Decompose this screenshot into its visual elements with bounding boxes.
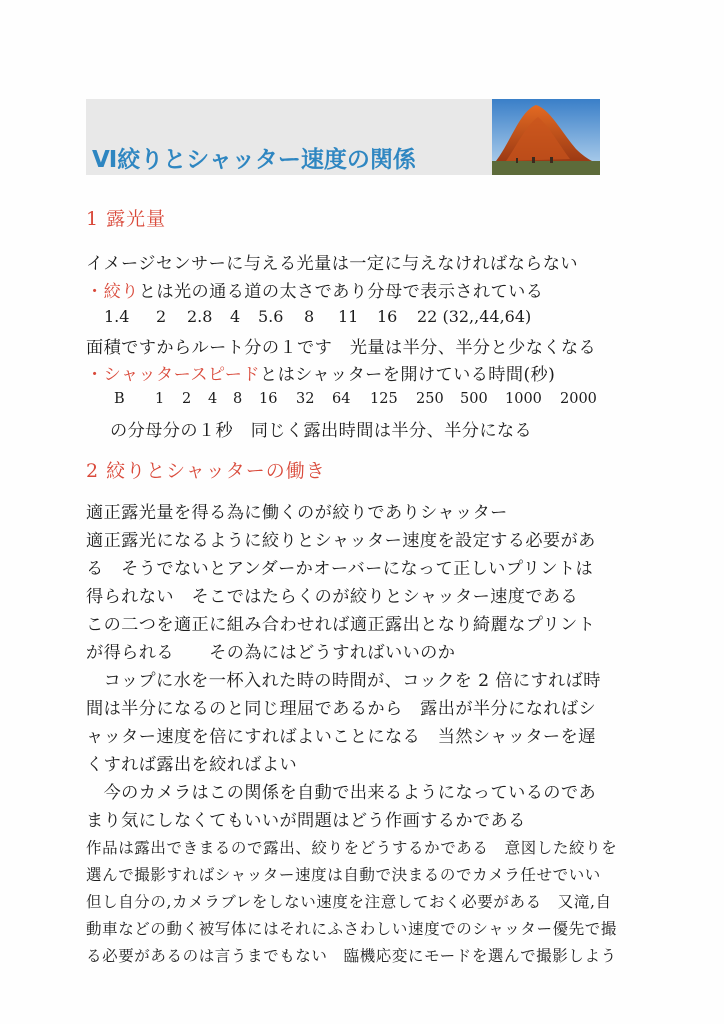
body-line: 今のカメラはこの関係を自動で出来るようになっているのであ	[86, 783, 597, 803]
body-line: まり気にしなくてもいいが問題はどう作画するかである	[86, 811, 526, 831]
body-small-line: 但し自分の,カメラブレをしない速度を注意しておく必要がある 又滝,自	[86, 893, 612, 911]
shutter-value: 32	[296, 391, 315, 407]
aperture-value: 2.8	[187, 307, 213, 326]
tree-photo-icon	[492, 99, 600, 175]
body-line: 適正露光になるように絞りとシャッター速度を設定する必要があ	[86, 531, 596, 551]
shutter-value: 1	[155, 391, 165, 407]
shutter-value: 8	[233, 391, 243, 407]
shutter-value: B	[114, 391, 125, 407]
body-line: 間は半分になるのと同じ理屈であるから 露出が半分になればシ	[86, 699, 597, 719]
section1-heading: 1 露光量	[86, 208, 167, 230]
area-line: 面積ですからルート分の１です 光量は半分、半分と少なくなる	[86, 338, 597, 358]
aperture-value: 22 (32,,44,64)	[417, 307, 532, 326]
shutter-value: 500	[460, 391, 488, 407]
shutter-value: 16	[259, 391, 278, 407]
body-line: 得られない そこではたらくのが絞りとシャッター速度である	[86, 587, 579, 607]
shutter-description: とはシャッターを開けている時間(秒)	[259, 365, 556, 385]
aperture-value: 5.6	[258, 307, 284, 326]
shutter-bullet	[86, 360, 555, 385]
body-line: ャッター速度を倍にすればよいことになる 当然シャッターを遅	[86, 727, 596, 747]
body-small-line: 作品は露出できまるので露出、絞りをどうするかである 意図した絞りを	[86, 839, 618, 857]
shutter-value: 250	[416, 391, 444, 407]
aperture-value: 8	[304, 307, 315, 326]
body-line: くすれば露出を絞ればよい	[86, 755, 298, 775]
aperture-value: 16	[377, 307, 398, 326]
aperture-bullet	[86, 277, 543, 302]
fraction-line: の分母分の１秒 同じく露出時間は半分、半分になる	[110, 421, 533, 441]
shutter-value: 2	[182, 391, 192, 407]
title-banner	[86, 99, 600, 175]
body-line: 適正露光量を得る為に働くのが絞りでありシャッター	[86, 503, 508, 523]
body-line: この二つを適正に組み合わせれば適正露出となり綺麗なプリント	[86, 615, 596, 635]
shutter-value: 64	[332, 391, 351, 407]
aperture-value: 2	[156, 307, 167, 326]
body-line: コップに水を一杯入れた時の時間が、コックを 2 倍にすれば時	[86, 671, 601, 691]
body-line: が得られる その為にはどうすればいいのか	[86, 643, 456, 663]
aperture-term: ・絞り	[86, 282, 139, 302]
body-small-line: 動車などの動く被写体にはそれにふさわしい速度でのシャッター優先で撮	[86, 920, 617, 938]
aperture-value: 4	[230, 307, 241, 326]
aperture-value: 1.4	[104, 307, 130, 326]
shutter-term: ・シャッタースピード	[86, 365, 260, 385]
page-title: Ⅵ絞りとシャッター速度の関係	[92, 147, 416, 173]
shutter-value: 125	[370, 391, 398, 407]
body-small-line: る必要があるのは言うまでもない 臨機応変にモードを選んで撮影しよう	[86, 947, 617, 965]
shutter-value: 4	[208, 391, 218, 407]
shutter-value: 2000	[560, 391, 597, 407]
section1-line1: イメージセンサーに与える光量は一定に与えなければならない	[86, 254, 578, 274]
body-line: る そうでないとアンダーかオーバーになって正しいプリントは	[86, 559, 594, 579]
aperture-value: 11	[338, 307, 359, 326]
body-small-line: 選んで撮影すればシャッター速度は自動で決まるのでカメラ任せでいい	[86, 866, 601, 884]
shutter-value: 1000	[505, 391, 542, 407]
aperture-description: とは光の通る道の太さであり分母で表示されている	[138, 282, 544, 302]
section2-heading: 2 絞りとシャッターの働き	[86, 460, 326, 482]
